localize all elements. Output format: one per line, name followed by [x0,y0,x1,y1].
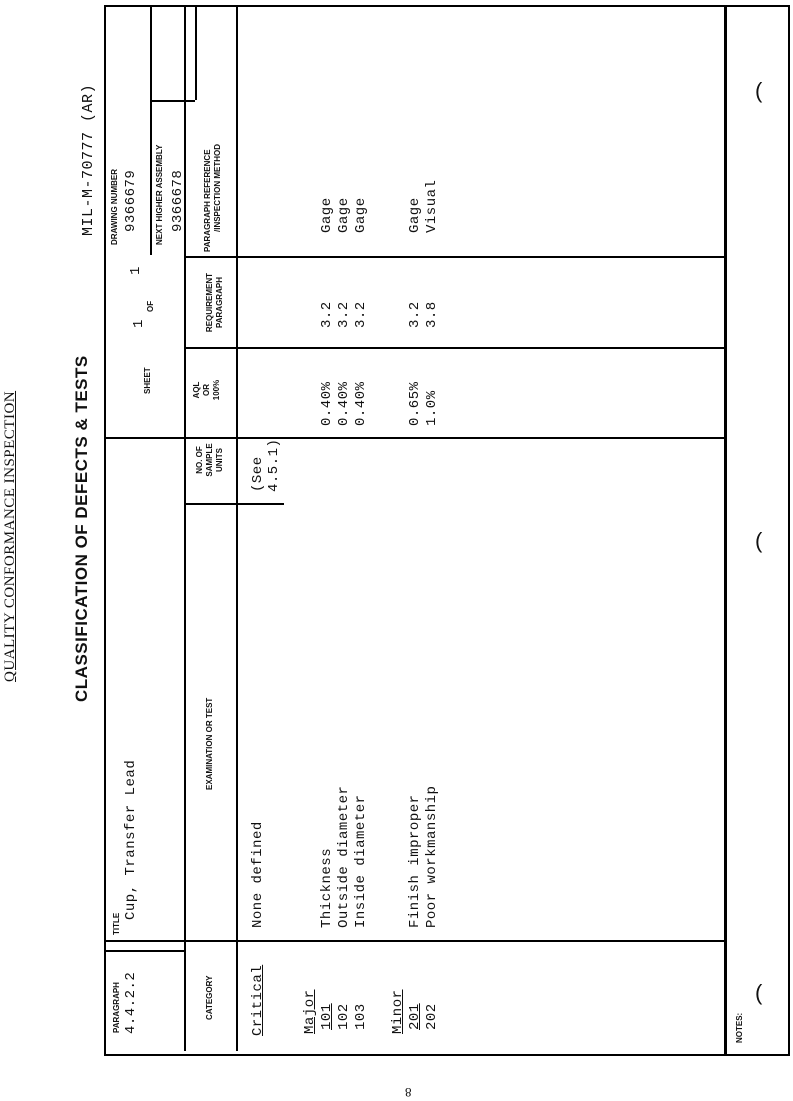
major-label: Major [302,989,318,1034]
minor-201-req: 3.2 [407,301,423,328]
sheet-label: SHEET [143,367,152,394]
next-assembly-label: NEXT HIGHER ASSEMBLY [155,144,164,245]
minor-202-code: 202 [424,1003,440,1030]
critical-examination: None defined [250,821,266,928]
major-101-method: Gage [319,197,335,233]
critical-category: Critical [250,964,266,1036]
minor-202-req: 3.8 [424,301,440,328]
major-102-aql: 0.40% [336,381,352,426]
major-102-req: 3.2 [336,301,352,328]
binding-mark-1: ( [755,78,763,103]
drawing-number-value: 9366679 [123,169,139,232]
minor-202-aql: 1.0% [424,390,440,426]
examination-header: EXAMINATION OR TEST [205,697,214,790]
sample-units-header: NO. OF SAMPLE UNITS [195,443,224,477]
spec-number: MIL-M-70777 (AR) [80,83,97,236]
next-assembly-value: 9366678 [170,169,186,232]
binding-mark-3: ( [755,980,763,1005]
major-101-aql: 0.40% [319,381,335,426]
major-101-req: 3.2 [319,301,335,328]
minor-201-exam: Finish improper [407,794,423,928]
minor-label: Minor [390,989,406,1034]
paragraph-reference-header: PARAGRAPH REFERENCE /INSPECTION METHOD [203,143,222,252]
major-103-aql: 0.40% [353,381,369,426]
aql-header: AQL OR 100% [192,379,221,401]
minor-201-code: 201 [407,1003,423,1030]
major-103-method: Gage [353,197,369,233]
major-101-code: 101 [319,1003,335,1030]
critical-sample-2: 4.5.1) [266,438,282,492]
minor-201-aql: 0.65% [407,381,423,426]
paragraph-value: 4.4.2.2 [123,971,139,1034]
title-value: Cup, Transfer Lead [123,759,139,920]
minor-202-method: Visual [424,179,440,233]
major-102-exam: Outside diameter [336,785,352,928]
drawing-number-label: DRAWING NUMBER [110,169,119,245]
form-title: CLASSIFICATION OF DEFECTS & TESTS [72,355,91,702]
major-102-code: 102 [336,1003,352,1030]
title-label: TITLE [112,912,121,935]
major-102-method: Gage [336,197,352,233]
sheet-total: 1 [128,266,144,275]
major-103-req: 3.2 [353,301,369,328]
critical-sample-1: (See [250,456,266,492]
major-103-exam: Inside diameter [353,794,369,928]
paragraph-label: PARAGRAPH [112,982,121,1033]
minor-201-method: Gage [407,197,423,233]
of-label: OF [146,300,155,312]
major-101-exam: Thickness [319,847,335,928]
binding-mark-2: ( [755,528,763,553]
sheet-number: 1 [131,319,147,328]
major-103-code: 103 [353,1003,369,1030]
minor-202-exam: Poor workmanship [424,785,440,928]
notes-label: NOTES: [735,1012,744,1043]
page-number: 8 [405,1085,412,1100]
requirement-header: REQUIREMENT PARAGRAPH [205,272,224,333]
category-header: CATEGORY [205,975,214,1020]
section-header: QUALITY CONFORMANCE INSPECTION [2,390,18,682]
